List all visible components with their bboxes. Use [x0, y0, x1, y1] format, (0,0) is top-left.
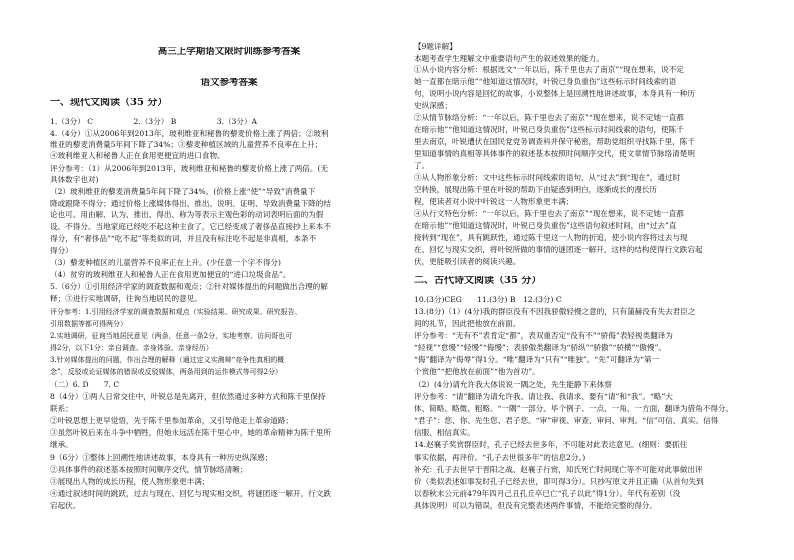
text-line: “轻视”“怠慢”“轻慢”“侮慢”；表骄傲类翻译为“骄纵”“骄傲”“骄横”“傲慢”。	[414, 343, 666, 352]
text-line: 信服、相信真实。	[414, 428, 475, 437]
text-line: 释；③进行实地调研，往询当地居民的意见。	[50, 294, 202, 303]
text-line: ④从行文特色分析：“一年以后，陈千里也去了南京”“现在想来，说不定她一直都	[414, 209, 684, 218]
text-line: 维亚的藜麦消费量5年间下降了34%；③藜麦种植区域的儿童营养不良率在上升；	[50, 140, 323, 149]
text-line: 9（6分）①整体上回溯性地讲述故事，本身具有一种历史纵深感；	[50, 453, 273, 462]
text-line: （2）玻利维亚的藜麦消费量5年间下降了34%。(价格上涨“使”“导致”消费量下	[50, 187, 316, 196]
text-line: 得分，有“奢侈品”“吃不起”等类似的词，并且没有标注吃不起是非真相，本条不	[50, 234, 317, 243]
text-line: 设，不得分。当地家庭已经吃不起这种主食了，它已经变成了奢侈品直接抄上来本不	[50, 222, 331, 231]
text-line: 空转换，展现出陈千里在叶锐的帮助下由疑惑到明白，逐渐成长的漫长历	[414, 185, 657, 194]
text-line: 1.（3分） C 2.（3分） B 3.（3分）A	[50, 117, 258, 126]
text-line: （二）6. D 7. C	[50, 380, 120, 389]
text-line: 4.（4分）①从2006年到2013年，玻利维亚和秘鲁的藜麦价格上涨了两倍；②玻利	[50, 129, 329, 138]
section-heading-modern-reading: 一、现代文阅读（35 分）	[50, 98, 168, 108]
text-line: 体、简略、略微、粗略。“一隅”一部分、毕个例子、一点、一角、一方面，翻译为借角不得分。	[414, 404, 734, 413]
text-line: 个赏他”“把他放在前面”“他为首功”。	[414, 367, 540, 376]
text-line: 宕起伏。	[50, 501, 81, 510]
text-line: 评分参考：“无有不”表肯定“都”，表双重否定“没有不”“骄侮”表轻视类翻译为	[414, 331, 673, 340]
text-line: 评分参考：“请”翻译为请允许我、请让我、我请求、要有“请”和“我”。“略”大	[414, 392, 673, 401]
right-column	[414, 0, 779, 560]
text-line: 具体数字也对)	[50, 175, 99, 184]
text-line: 里知道事情的真相等具体事件的叙述基本按照时间顺序交代，使文章情节脉络清楚明	[414, 149, 695, 158]
text-line: 接转到“现在”，具有跳跃性，通过陈千里这一人物的折追，使小说内容将过去与现	[414, 233, 688, 242]
text-line: 里去南京，叶锐遭伏在国民党党务调查科并保守秘密，帮助党组织寻找陈千里，陈千	[414, 137, 695, 146]
answer-title: 高三上学期语文限时训练参考答案	[157, 47, 301, 57]
text-line: “君子”：您、你、先生您、君子您。“审”审视、审查、审问、审判。“信”可信、真实。信得	[414, 416, 719, 425]
text-line: 得2分，以下1分：亲自调查、亲身体验、亲身经历）	[50, 344, 213, 352]
text-line: 史纵深感；	[414, 101, 452, 110]
text-line: 降或跟降不得分；通过价格上涨媒体得出、推出、说明、证明、导致消费量下降的结	[50, 199, 331, 208]
text-line: 8（4分）①两人日常交往中，叶锐总是先离开，但依然通过多种方式和陈千里保持	[50, 392, 326, 401]
text-line: 引用数据等都可得两分）	[50, 320, 127, 328]
text-line: ②从情节脉络分析：“一年以后，陈千里也去了南京”“现在想来，说不定她一直都	[414, 113, 684, 122]
text-line: 了。	[414, 161, 430, 170]
text-line: 念”，反驳或论证媒体的错误或反驳媒体，两条用到的运作模式等可得2分）	[50, 368, 283, 376]
text-line: 评分参考：（1）从2006年到2013年，玻利维亚和秘鲁的藜麦价格上涨了两倍。(无	[50, 164, 329, 173]
text-line: 句，说明小说内容是回忆的故事，小说整体上是回溯性地讲述故事，本身具有一种历	[414, 89, 695, 98]
text-line: ④通过叙述时间的跳跃，过去与现在、回忆与现实相交织，将谜团逐一解开，行文跌	[50, 489, 331, 498]
text-line: 得分）	[50, 246, 73, 255]
text-line: 论也可。用由解、认为、推出、得出、称为等表示主观色彩的动词表明后面的为假	[50, 210, 324, 219]
text-line: ②具体事件的叙述基本按照时间顺序交代，情节脉络清晰；	[50, 465, 248, 474]
text-line: 【9题详解】	[414, 42, 457, 51]
text-line: 在暗示他”“他知道这情况时，叶锐已身负重伤”这些标示时间线索的语句，使陈千	[414, 125, 684, 134]
text-line: 她一直都在暗示他”“他知道这情况时，叶锐已身负重伤”这些标示时间线索的语	[414, 77, 677, 86]
text-line: “侮”翻译为“侮辱”得1分。“唯”翻译为“只有”“唯独”。“先”可翻译为“第一	[414, 355, 660, 364]
text-line: 在暗示他”“他知道这情况时，叶锐已身负重伤”这些语句叙述时间，由“过去”直	[414, 221, 677, 230]
text-line: 2.实地调研，征询当地居民意见（两条，任意一条2分，实地考察、访问哥也可	[50, 332, 293, 340]
text-line: 3.针对媒体提出的问题，作出合理的解释（通过定义实测辩“竞争性真相的概	[50, 356, 285, 364]
answer-subtitle: 语文参考答案	[200, 78, 258, 88]
text-line: ③从人物形象分析：文中这些标示时间线索的语句，从“过去”到“现在”，通过时	[414, 173, 681, 182]
text-line: 以春秋末公元前479年四月己丑孔丘卒已亡“孔子以此”得1分）。年代有差别（没	[414, 489, 681, 498]
text-line: （4）贫穷的玻利维亚人和秘鲁人正在食用更加便宜的“进口垃圾食品”。	[50, 270, 291, 279]
text-line: 具体说明）可以为错误，但没有完整表述两件事情，不能给完整的得分。	[414, 501, 657, 510]
text-line: 10.(3分)CEG 11.(3分) B 12.(3分) C	[414, 295, 562, 304]
text-line: ②叶锐思想上更早觉悟，先于陈千里参加革命，又引导他走上革命道路；	[50, 416, 293, 425]
text-line: （2）(4分)请允许我大体说说一隅之处，先生能静下来体察	[414, 380, 612, 389]
text-line: 13.(8分)（1）(4分)我的群臣没有不因我骄傲轻慢之意的，只有蒲赫没有失去君臣之	[414, 307, 696, 316]
text-line: ③虽然叶锐后来在斗争中牺牲，但她永远活在陈千里心中，她的革命精神为陈千里所	[50, 428, 331, 437]
text-line: 本题考查学生理解文中重要语句产生的叙述效果的能力。	[414, 54, 604, 63]
text-line: 14.赵襄子奖赏群臣时，孔子已经去世多年，不可能对此表达意见。(细则：要抓住	[414, 440, 688, 449]
text-line: 评分参考：1.引用经济学家的调查数据和观点（实验结果、研究成果、研究报告、	[50, 308, 302, 316]
text-line: 间的礼节，因此把他放在前面。	[414, 319, 521, 328]
text-line: 程，使读者对小说中叶锐这一人物形象更丰满；	[414, 197, 574, 206]
text-line: ③展现出人物的成长历程，使人物形象更丰满；	[50, 477, 210, 486]
text-line: ①从小说内容分析：根据选文“一年以后，陈千里也去了南京”“现在想来，说不定	[414, 65, 684, 74]
text-line: 继承。	[50, 440, 73, 449]
text-line: 补充：孔子去世早于晋阳之战、赵襄子行赏，知氏死亡时间现亡等不可能对此事做出评	[414, 465, 703, 474]
text-line: 在、回忆与现实交织，将叶锐所做的事情的谜团逐一解开，这样的结构使得行文跌宕起	[414, 245, 703, 254]
text-line: ④玻利维亚人和秘鲁人正在食用更便宜的进口食物。	[50, 151, 225, 160]
text-line: 价（类似表述如事发时孔子已经去世，即可得3分）。只抄写原文并且正确（从首句失到	[414, 477, 704, 486]
text-line: （3）藜麦种植区的儿童营养不良率正在上升。(少任意一个字不得分)	[50, 258, 281, 267]
section-heading-classical-reading: 二、古代诗文阅读（35 分）	[414, 276, 542, 286]
text-line: 伏，更能吸引读者的阅读兴趣。	[414, 257, 521, 266]
text-line: 5.（6分）①引用经济学家的调查数据和观点；②针对媒体提出的问题做出合理的解	[50, 282, 328, 291]
text-line: 联系；	[50, 404, 73, 413]
left-column	[50, 0, 408, 560]
text-line: 事实依据，再评价。“孔子去世很多年”的信息2分。)	[414, 453, 586, 462]
